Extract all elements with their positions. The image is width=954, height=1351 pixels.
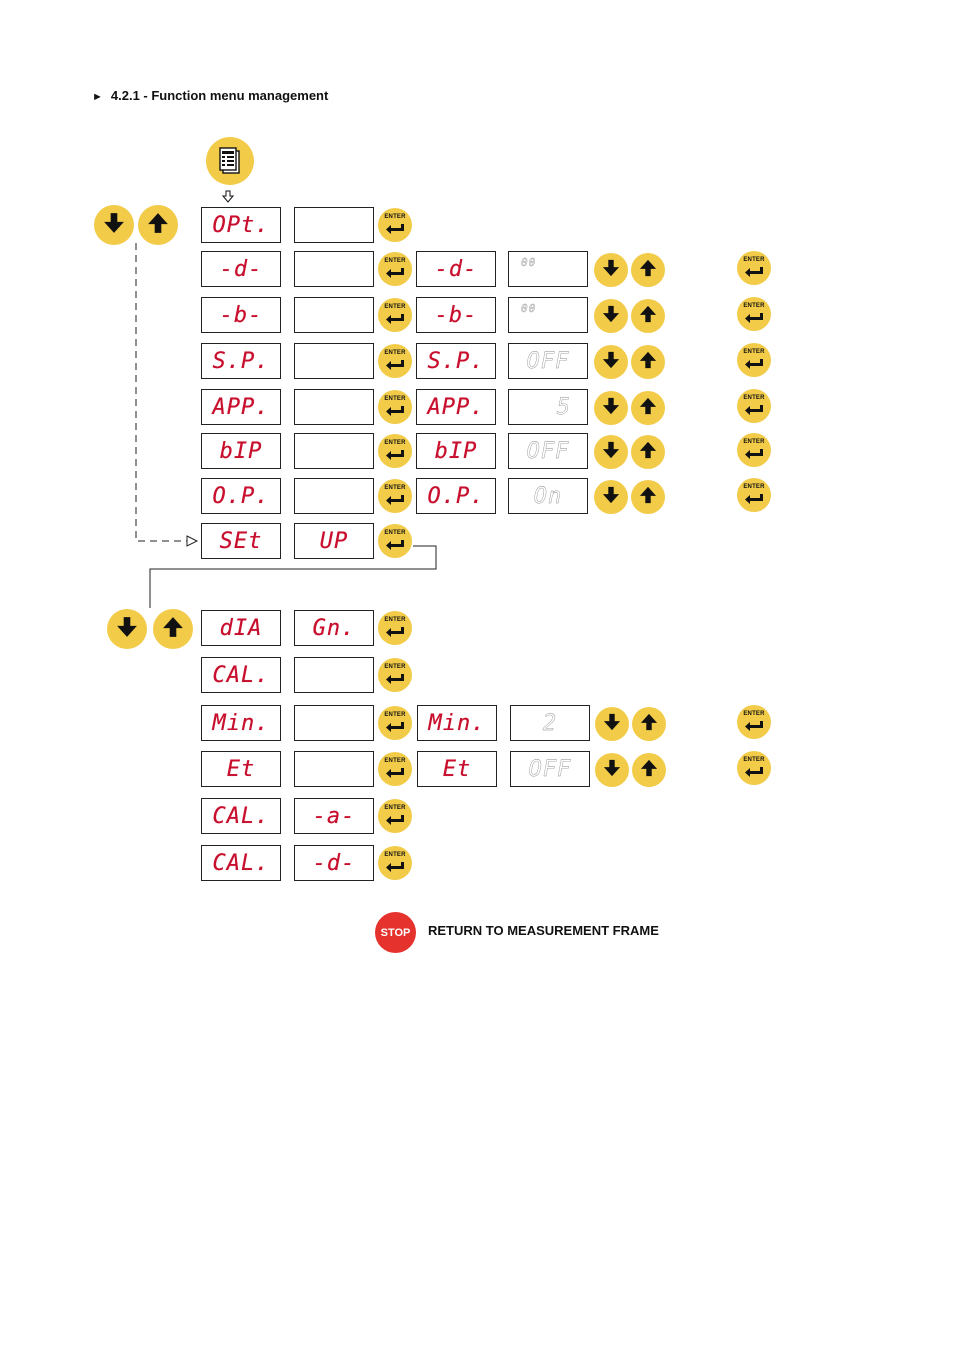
sub-display-value: [508, 251, 588, 287]
sub-display-value: [510, 705, 590, 741]
arrow-down-icon: [602, 486, 620, 509]
arrow-down-icon: [602, 351, 620, 374]
display-value: [294, 751, 374, 787]
enter-label: ENTER: [384, 712, 406, 718]
enter-label: ENTER: [384, 440, 406, 446]
enter-label: ENTER: [384, 852, 406, 858]
arrow-down-button[interactable]: [594, 299, 628, 333]
enter-label: ENTER: [743, 484, 765, 490]
display-code: [201, 478, 281, 514]
enter-button[interactable]: [378, 344, 412, 378]
arrow-down-icon: [602, 397, 620, 420]
enter-button[interactable]: [378, 252, 412, 286]
enter-button[interactable]: [378, 479, 412, 513]
enter-label: ENTER: [743, 395, 765, 401]
enter-return-icon: [744, 402, 764, 420]
enter-return-icon: [385, 719, 405, 737]
enter-return-icon: [744, 718, 764, 736]
enter-button[interactable]: [378, 706, 412, 740]
enter-confirm-button[interactable]: [737, 389, 771, 423]
enter-label: ENTER: [743, 439, 765, 445]
enter-label: ENTER: [743, 711, 765, 717]
heading-text: 4.2.1 - Function menu management: [110, 88, 329, 103]
enter-label: ENTER: [384, 617, 406, 623]
sub-display-code-text: -b-: [434, 302, 478, 328]
enter-return-icon: [385, 357, 405, 375]
display-code: [201, 845, 281, 881]
enter-button[interactable]: [378, 658, 412, 692]
enter-return-icon: [385, 221, 405, 239]
enter-return-icon: [744, 491, 764, 509]
display-value: [294, 389, 374, 425]
sub-display-code: [417, 705, 497, 741]
sub-display-value-text: 00: [521, 302, 537, 315]
arrow-down-button[interactable]: [594, 480, 628, 514]
enter-label: ENTER: [743, 757, 765, 763]
stop-label: STOP: [380, 926, 411, 939]
sub-display-value-text: OFF: [526, 348, 570, 374]
enter-return-icon: [385, 311, 405, 329]
enter-return-icon: [744, 764, 764, 782]
enter-return-icon: [385, 403, 405, 421]
arrow-up-icon: [639, 486, 657, 509]
enter-button[interactable]: [378, 434, 412, 468]
display-code-text: CAL.: [212, 803, 270, 829]
arrow-up-icon: [147, 212, 169, 239]
sub-display-code: [417, 751, 497, 787]
heading-marker: ►: [92, 91, 103, 103]
display-value: [294, 478, 374, 514]
arrow-up-button[interactable]: [632, 707, 666, 741]
stop-description: RETURN TO MEASUREMENT FRAME: [428, 923, 659, 938]
display-code: [201, 297, 281, 333]
enter-label: ENTER: [743, 349, 765, 355]
display-code: [201, 523, 281, 559]
display-value: [294, 610, 374, 646]
display-code-text: O.P.: [212, 483, 270, 509]
arrow-down-icon: [602, 441, 620, 464]
display-code-text: dIA: [219, 615, 263, 641]
arrow-down-icon: [602, 259, 620, 282]
sub-display-code: [416, 343, 496, 379]
sub-display-code: [416, 478, 496, 514]
enter-confirm-button[interactable]: [737, 297, 771, 331]
sub-display-code-text: S.P.: [427, 348, 485, 374]
enter-label: ENTER: [384, 530, 406, 536]
enter-label: ENTER: [384, 485, 406, 491]
display-code: [201, 207, 281, 243]
arrow-up-icon: [640, 713, 658, 736]
enter-confirm-button[interactable]: [737, 751, 771, 785]
enter-confirm-button[interactable]: [737, 433, 771, 467]
arrow-up-icon: [639, 441, 657, 464]
display-code: [201, 798, 281, 834]
arrow-down-icon: [603, 713, 621, 736]
display-value-text: -a-: [312, 803, 356, 829]
sub-display-code-text: Min.: [428, 710, 486, 736]
display-code: [201, 610, 281, 646]
enter-return-icon: [385, 265, 405, 283]
arrow-up-button[interactable]: [153, 609, 193, 649]
sub-display-code: [416, 389, 496, 425]
arrow-down-button[interactable]: [595, 753, 629, 787]
enter-return-icon: [385, 492, 405, 510]
arrow-up-button[interactable]: [632, 753, 666, 787]
display-code-text: SEt: [219, 528, 263, 554]
sub-display-value-text: 5: [556, 394, 571, 420]
display-value: [294, 251, 374, 287]
sub-display-value-text: 00: [521, 256, 537, 269]
arrow-up-button[interactable]: [631, 299, 665, 333]
enter-return-icon: [744, 356, 764, 374]
enter-button[interactable]: [378, 752, 412, 786]
enter-confirm-button[interactable]: [737, 343, 771, 377]
display-value: [294, 798, 374, 834]
arrow-down-icon: [603, 759, 621, 782]
enter-return-icon: [385, 671, 405, 689]
sub-display-value-text: On: [533, 483, 563, 509]
sub-display-code-text: O.P.: [427, 483, 485, 509]
display-code: [201, 657, 281, 693]
enter-button[interactable]: [378, 524, 412, 558]
display-value: [294, 207, 374, 243]
display-value: [294, 705, 374, 741]
arrow-up-button[interactable]: [631, 253, 665, 287]
display-value: [294, 845, 374, 881]
sub-display-value-text: 2: [542, 710, 558, 736]
arrow-up-icon: [639, 305, 657, 328]
display-value: [294, 657, 374, 693]
arrow-up-icon: [639, 351, 657, 374]
enter-confirm-button[interactable]: [737, 478, 771, 512]
enter-button[interactable]: [378, 208, 412, 242]
sub-display-code-text: Et: [442, 756, 472, 782]
display-code-text: Et: [226, 756, 256, 782]
arrow-down-icon: [602, 305, 620, 328]
enter-button[interactable]: [378, 799, 412, 833]
arrow-up-icon: [639, 259, 657, 282]
arrow-down-button[interactable]: [594, 391, 628, 425]
sub-display-code-text: APP.: [427, 394, 485, 420]
arrow-up-icon: [639, 397, 657, 420]
sub-display-code: [416, 433, 496, 469]
display-value: [294, 433, 374, 469]
display-code-text: Min.: [212, 710, 270, 736]
arrow-down-button[interactable]: [594, 435, 628, 469]
display-code-text: S.P.: [212, 348, 270, 374]
display-code-text: -b-: [219, 302, 263, 328]
arrow-down-button[interactable]: [594, 345, 628, 379]
display-code-text: APP.: [212, 394, 270, 420]
enter-label: ENTER: [384, 350, 406, 356]
enter-return-icon: [385, 447, 405, 465]
sub-display-code-text: bIP: [434, 438, 478, 464]
sub-display-value: [508, 343, 588, 379]
display-code: [201, 751, 281, 787]
sub-display-value: [508, 297, 588, 333]
arrow-down-icon: [103, 212, 125, 239]
sub-display-value-text: OFF: [528, 756, 572, 782]
arrow-up-button[interactable]: [631, 480, 665, 514]
arrow-down-button[interactable]: [595, 707, 629, 741]
sub-display-value-text: OFF: [526, 438, 570, 464]
enter-return-icon: [744, 264, 764, 282]
arrow-up-button[interactable]: [631, 391, 665, 425]
sub-display-code: [416, 251, 496, 287]
stop-button[interactable]: [375, 912, 416, 953]
enter-button[interactable]: [378, 846, 412, 880]
enter-return-icon: [385, 812, 405, 830]
enter-button[interactable]: [378, 611, 412, 645]
display-code: [201, 343, 281, 379]
sub-display-value: [510, 751, 590, 787]
enter-return-icon: [385, 765, 405, 783]
sub-display-value: [508, 433, 588, 469]
sub-display-value: [508, 389, 588, 425]
enter-label: ENTER: [384, 758, 406, 764]
arrow-up-button[interactable]: [631, 435, 665, 469]
arrow-down-button[interactable]: [107, 609, 147, 649]
enter-label: ENTER: [384, 214, 406, 220]
enter-confirm-button[interactable]: [737, 251, 771, 285]
arrow-down-button[interactable]: [94, 205, 134, 245]
enter-label: ENTER: [743, 303, 765, 309]
enter-return-icon: [385, 624, 405, 642]
display-code: [201, 389, 281, 425]
display-code: [201, 705, 281, 741]
display-value-text: UP: [319, 528, 349, 554]
arrow-down-button[interactable]: [594, 253, 628, 287]
sub-display-code-text: -d-: [434, 256, 478, 282]
sub-display-code: [416, 297, 496, 333]
enter-button[interactable]: [378, 298, 412, 332]
enter-return-icon: [744, 310, 764, 328]
enter-label: ENTER: [384, 304, 406, 310]
display-value: [294, 523, 374, 559]
enter-return-icon: [385, 537, 405, 555]
arrow-up-button[interactable]: [631, 345, 665, 379]
enter-button[interactable]: [378, 390, 412, 424]
enter-label: ENTER: [384, 396, 406, 402]
display-value: [294, 297, 374, 333]
enter-label: ENTER: [743, 257, 765, 263]
display-code-text: CAL.: [212, 662, 270, 688]
display-code-text: -d-: [219, 256, 263, 282]
enter-confirm-button[interactable]: [737, 705, 771, 739]
enter-return-icon: [744, 446, 764, 464]
enter-label: ENTER: [384, 664, 406, 670]
display-value: [294, 343, 374, 379]
display-value-text: -d-: [312, 850, 356, 876]
display-value-text: Gn.: [312, 615, 356, 641]
display-code: [201, 433, 281, 469]
arrow-up-icon: [162, 616, 184, 643]
enter-label: ENTER: [384, 258, 406, 264]
arrow-up-button[interactable]: [138, 205, 178, 245]
arrow-down-icon: [116, 616, 138, 643]
display-code: [201, 251, 281, 287]
display-code-text: OPt.: [212, 212, 270, 238]
display-code-text: bIP: [219, 438, 263, 464]
display-code-text: CAL.: [212, 850, 270, 876]
arrow-up-icon: [640, 759, 658, 782]
sub-display-value: [508, 478, 588, 514]
enter-return-icon: [385, 859, 405, 877]
enter-label: ENTER: [384, 805, 406, 811]
